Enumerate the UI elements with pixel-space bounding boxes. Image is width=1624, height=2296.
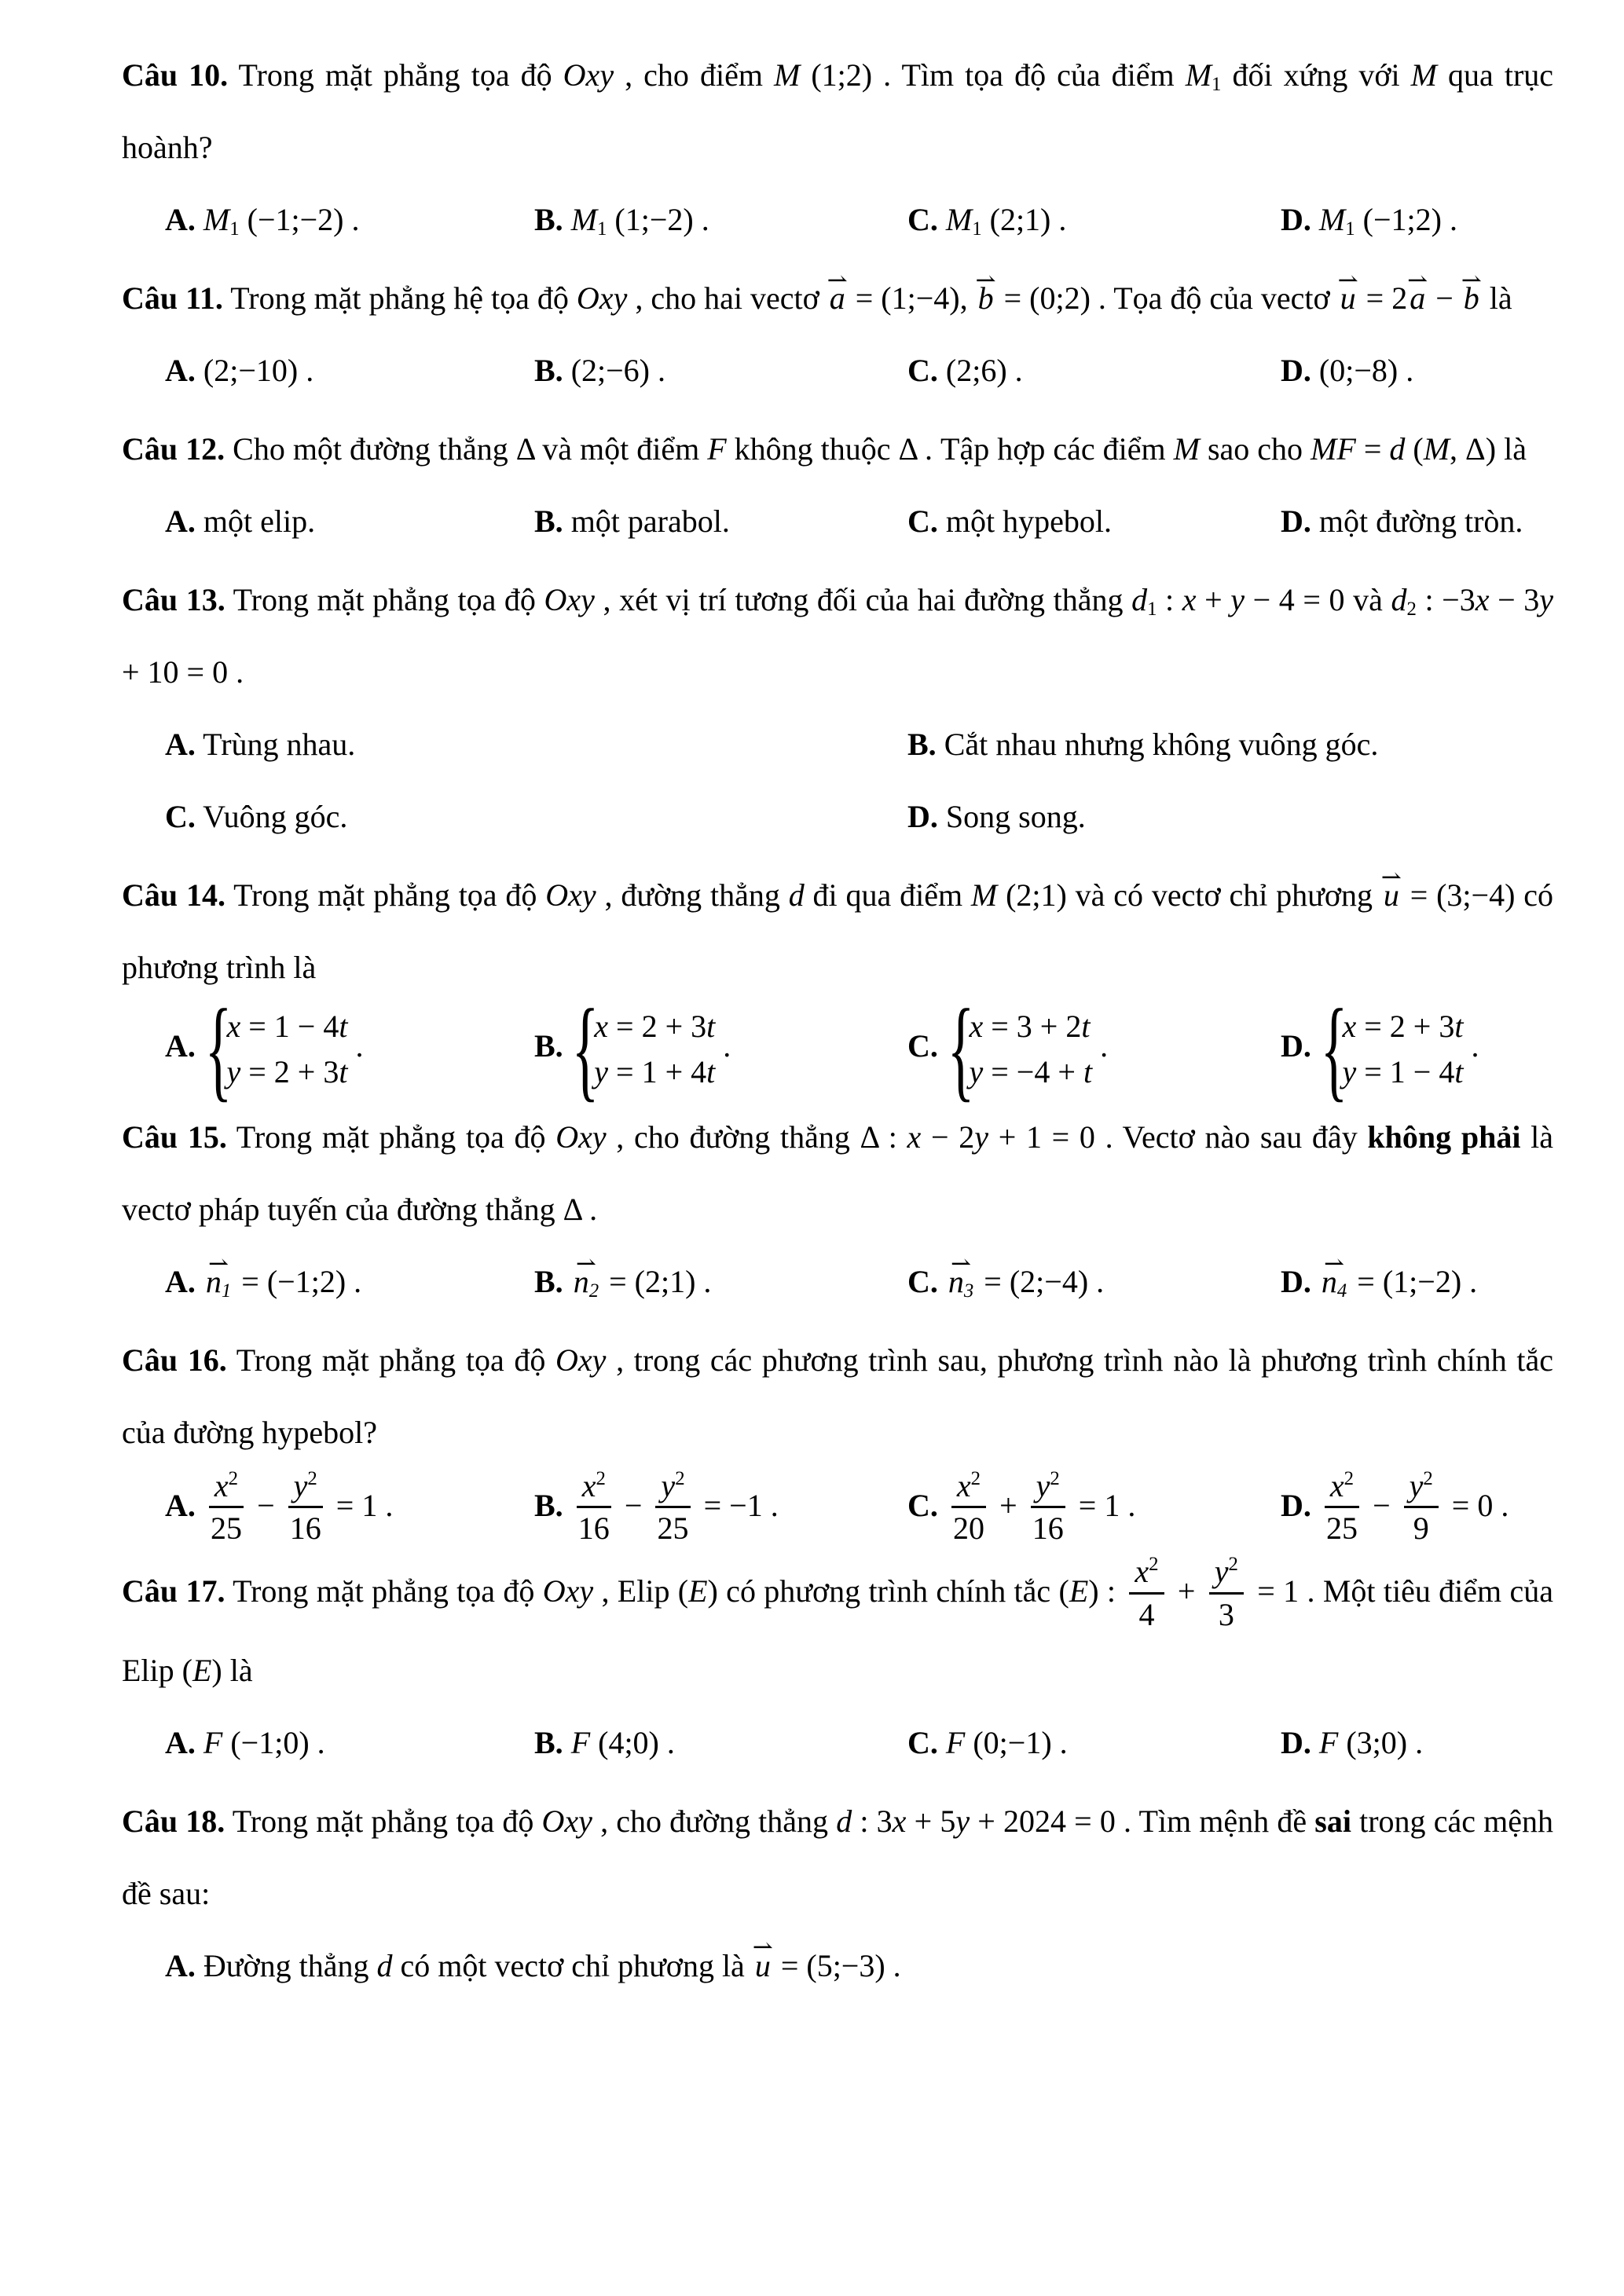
option-content: $M_1$ (1;−2) . xyxy=(570,202,709,240)
question-11-option-b xyxy=(534,335,907,407)
option-letter: A. xyxy=(165,727,196,762)
answer-options xyxy=(122,1930,1553,2002)
question-text: Câu 18. Trong mặt phẳng tọa độ Oxy , cho đường thẳng d : 3x + 5y + 2024 = 0 . Tìm mệnh đề sai trong các mệnh đề sau: xyxy=(122,1803,1554,1911)
question-16-option-a xyxy=(165,1469,534,1548)
option-content: { x = 2 + 3t y = 1 + 4t . xyxy=(571,1028,731,1064)
option-letter: C. xyxy=(907,504,938,539)
option-letter: D. xyxy=(1281,1724,1311,1760)
question-13 xyxy=(122,564,1553,853)
option-letter: A. xyxy=(165,1487,196,1523)
question-15-option-c xyxy=(907,1246,1281,1318)
option-letter: C. xyxy=(165,799,196,834)
option-letter: B. xyxy=(534,353,563,388)
question-16-option-c xyxy=(907,1469,1281,1548)
question-18 xyxy=(122,1785,1553,2002)
option-letter: B. xyxy=(534,504,563,539)
option-letter: B. xyxy=(907,727,937,762)
option-letter: A. xyxy=(165,1028,196,1064)
option-letter: A. xyxy=(165,353,196,388)
option-content: { x = 2 + 3t y = 1 − 4t . xyxy=(1319,1028,1479,1064)
option-content: Cắt nhau nhưng không vuông góc. xyxy=(944,727,1379,762)
question-12-option-c xyxy=(907,485,1281,558)
question-14-option-a xyxy=(165,1004,534,1095)
question-13-option-d xyxy=(907,781,1553,853)
option-content: (2;−10) . xyxy=(203,353,314,388)
option-content: F (3;0) . xyxy=(1318,1724,1424,1760)
option-letter: A. xyxy=(165,202,196,237)
option-letter: A. xyxy=(165,504,196,539)
question-12-option-b xyxy=(534,485,907,558)
option-content: ⇀ $n_4$ = (1;−2) . xyxy=(1319,1264,1477,1299)
question-14-option-c xyxy=(907,1004,1281,1095)
question-11-option-a xyxy=(165,335,534,407)
question-11 xyxy=(122,262,1553,407)
option-letter: A. xyxy=(165,1724,196,1760)
question-14 xyxy=(122,859,1553,1095)
question-15-option-a xyxy=(165,1246,534,1318)
answer-options xyxy=(122,1707,1553,1779)
question-16-option-b xyxy=(534,1469,907,1548)
option-content: $M_1$ (−1;2) . xyxy=(1318,202,1457,240)
question-text: Câu 11. Trong mặt phẳng hệ tọa độ Oxy , cho hai vectơ ⇀ a = (1;−4), ⇀ b = (0;2) . Tọa độ của vectơ ⇀ u = 2⇀ a − ⇀ b là xyxy=(122,262,1553,335)
option-letter: B. xyxy=(534,1487,563,1523)
option-letter: C. xyxy=(907,1264,938,1299)
option-content: Trùng nhau. xyxy=(203,727,356,762)
question-13-option-b xyxy=(907,709,1553,781)
option-content: một hypebol. xyxy=(945,504,1112,539)
question-11-option-d xyxy=(1281,335,1553,407)
question-text: Câu 17. Trong mặt phẳng tọa độ Oxy , Elip (E) có phương trình chính tắc (E) : $\frac{x^2}{4}$ + $\frac{y^2}{3}$ = 1 . Một tiêu điểm của Elip (E) là xyxy=(122,1554,1553,1688)
question-10-option-b xyxy=(534,184,907,256)
option-content: Song song. xyxy=(945,799,1086,834)
option-letter: A. xyxy=(165,1264,196,1299)
option-content: F (0;−1) . xyxy=(945,1724,1068,1760)
option-content: (2;6) . xyxy=(945,353,1023,388)
question-17-option-a xyxy=(165,1707,534,1779)
question-text: Câu 14. Trong mặt phẳng tọa độ Oxy , đường thẳng d đi qua điểm M (2;1) và có vectơ chỉ phương ⇀ u = (3;−4) có phương trình là xyxy=(122,859,1553,1004)
answer-options xyxy=(122,709,1553,853)
question-17 xyxy=(122,1554,1553,1778)
question-13-option-a xyxy=(165,709,907,781)
answer-options xyxy=(122,1246,1553,1318)
question-15-option-d xyxy=(1281,1246,1553,1318)
option-letter: D. xyxy=(1281,353,1311,388)
question-10 xyxy=(122,39,1553,256)
option-content: F (−1;0) . xyxy=(203,1724,325,1760)
option-letter: C. xyxy=(907,353,938,388)
question-17-option-b xyxy=(534,1707,907,1779)
option-content: (0;−8) . xyxy=(1318,353,1414,388)
question-text: Câu 13. Trong mặt phẳng tọa độ Oxy , xét vị trí tương đối của hai đường thẳng $d_1$ : x + y − 4 = 0 và $d_2$ : −3x − 3y + 10 = 0 . xyxy=(122,582,1554,690)
option-content: ⇀ $n_1$ = (−1;2) . xyxy=(203,1264,361,1299)
option-letter: D. xyxy=(907,799,938,834)
option-content: $M_1$ (2;1) . xyxy=(945,202,1067,240)
question-16-option-d xyxy=(1281,1469,1553,1548)
option-content: $\frac{x^2}{20}$ + $\frac{y^2}{16}$ = 1 . xyxy=(946,1488,1135,1523)
option-letter: D. xyxy=(1281,1264,1311,1299)
option-letter: C. xyxy=(907,1724,938,1760)
option-content: (2;−6) . xyxy=(570,353,665,388)
question-10-option-a xyxy=(165,184,534,256)
option-content: $\frac{x^2}{25}$ − $\frac{y^2}{16}$ = 1 . xyxy=(203,1488,393,1523)
question-13-option-c xyxy=(165,781,907,853)
question-18-option-a xyxy=(165,1930,1553,2002)
question-text: Câu 10. Trong mặt phẳng tọa độ Oxy , cho điểm M (1;2) . Tìm tọa độ của điểm $M_1$ đối xứng với M qua trục hoành? xyxy=(122,57,1554,165)
question-text: Câu 15. Trong mặt phẳng tọa độ Oxy , cho đường thẳng Δ : x − 2y + 1 = 0 . Vectơ nào sau đây không phải là vectơ pháp tuyến của đường thẳng Δ . xyxy=(122,1119,1553,1227)
question-10-option-d xyxy=(1281,184,1553,256)
option-content: một parabol. xyxy=(570,504,730,539)
question-14-option-b xyxy=(534,1004,907,1095)
option-content: $M_1$ (−1;−2) . xyxy=(203,202,360,240)
question-15-option-b xyxy=(534,1246,907,1318)
option-content: một elip. xyxy=(203,504,316,539)
option-content: { x = 1 − 4t y = 2 + 3t . xyxy=(203,1028,364,1064)
question-16 xyxy=(122,1324,1553,1548)
question-12 xyxy=(122,413,1553,558)
question-text: Câu 16. Trong mặt phẳng tọa độ Oxy , trong các phương trình sau, phương trình nào là phương trình chính tắc của đường hypebol? xyxy=(122,1342,1554,1450)
answer-options xyxy=(122,335,1553,407)
option-letter: D. xyxy=(1281,1487,1311,1523)
question-17-option-c xyxy=(907,1707,1281,1779)
option-content: { x = 3 + 2t y = −4 + t . xyxy=(946,1028,1108,1064)
question-10-option-c xyxy=(907,184,1281,256)
question-17-option-d xyxy=(1281,1707,1553,1779)
option-letter: B. xyxy=(534,202,563,237)
option-letter: D. xyxy=(1281,1028,1311,1064)
answer-options xyxy=(122,1469,1553,1548)
answer-options xyxy=(122,1004,1553,1095)
option-letter: D. xyxy=(1281,202,1311,237)
option-letter: D. xyxy=(1281,504,1311,539)
question-11-option-c xyxy=(907,335,1281,407)
option-letter: B. xyxy=(534,1264,563,1299)
option-content: ⇀ $n_3$ = (2;−4) . xyxy=(946,1264,1104,1299)
question-14-option-d xyxy=(1281,1004,1553,1095)
question-text: Câu 12. Cho một đường thẳng Δ và một điểm F không thuộc Δ . Tập hợp các điểm M sao cho MF = d (M, Δ) là xyxy=(122,431,1527,467)
option-content: Vuông góc. xyxy=(203,799,348,834)
question-12-option-a xyxy=(165,485,534,558)
option-content: một đường tròn. xyxy=(1318,504,1523,539)
option-content: $\frac{x^2}{16}$ − $\frac{y^2}{25}$ = −1 . xyxy=(571,1488,779,1523)
option-letter: C. xyxy=(907,202,938,237)
option-letter: C. xyxy=(907,1028,938,1064)
option-letter: B. xyxy=(534,1724,563,1760)
option-content: $\frac{x^2}{25}$ − $\frac{y^2}{9}$ = 0 . xyxy=(1319,1488,1509,1523)
answer-options xyxy=(122,485,1553,558)
option-content: Đường thẳng d có một vectơ chỉ phương là ⇀ u = (5;−3) . xyxy=(203,1948,901,1983)
question-list xyxy=(122,39,1553,2002)
option-content: ⇀ $n_2$ = (2;1) . xyxy=(571,1264,712,1299)
option-letter: A. xyxy=(165,1947,196,1983)
option-content: F (4;0) . xyxy=(570,1724,675,1760)
answer-options xyxy=(122,184,1553,256)
question-15 xyxy=(122,1101,1553,1318)
option-letter: B. xyxy=(534,1028,563,1064)
question-12-option-d xyxy=(1281,485,1553,558)
option-letter: C. xyxy=(907,1487,938,1523)
